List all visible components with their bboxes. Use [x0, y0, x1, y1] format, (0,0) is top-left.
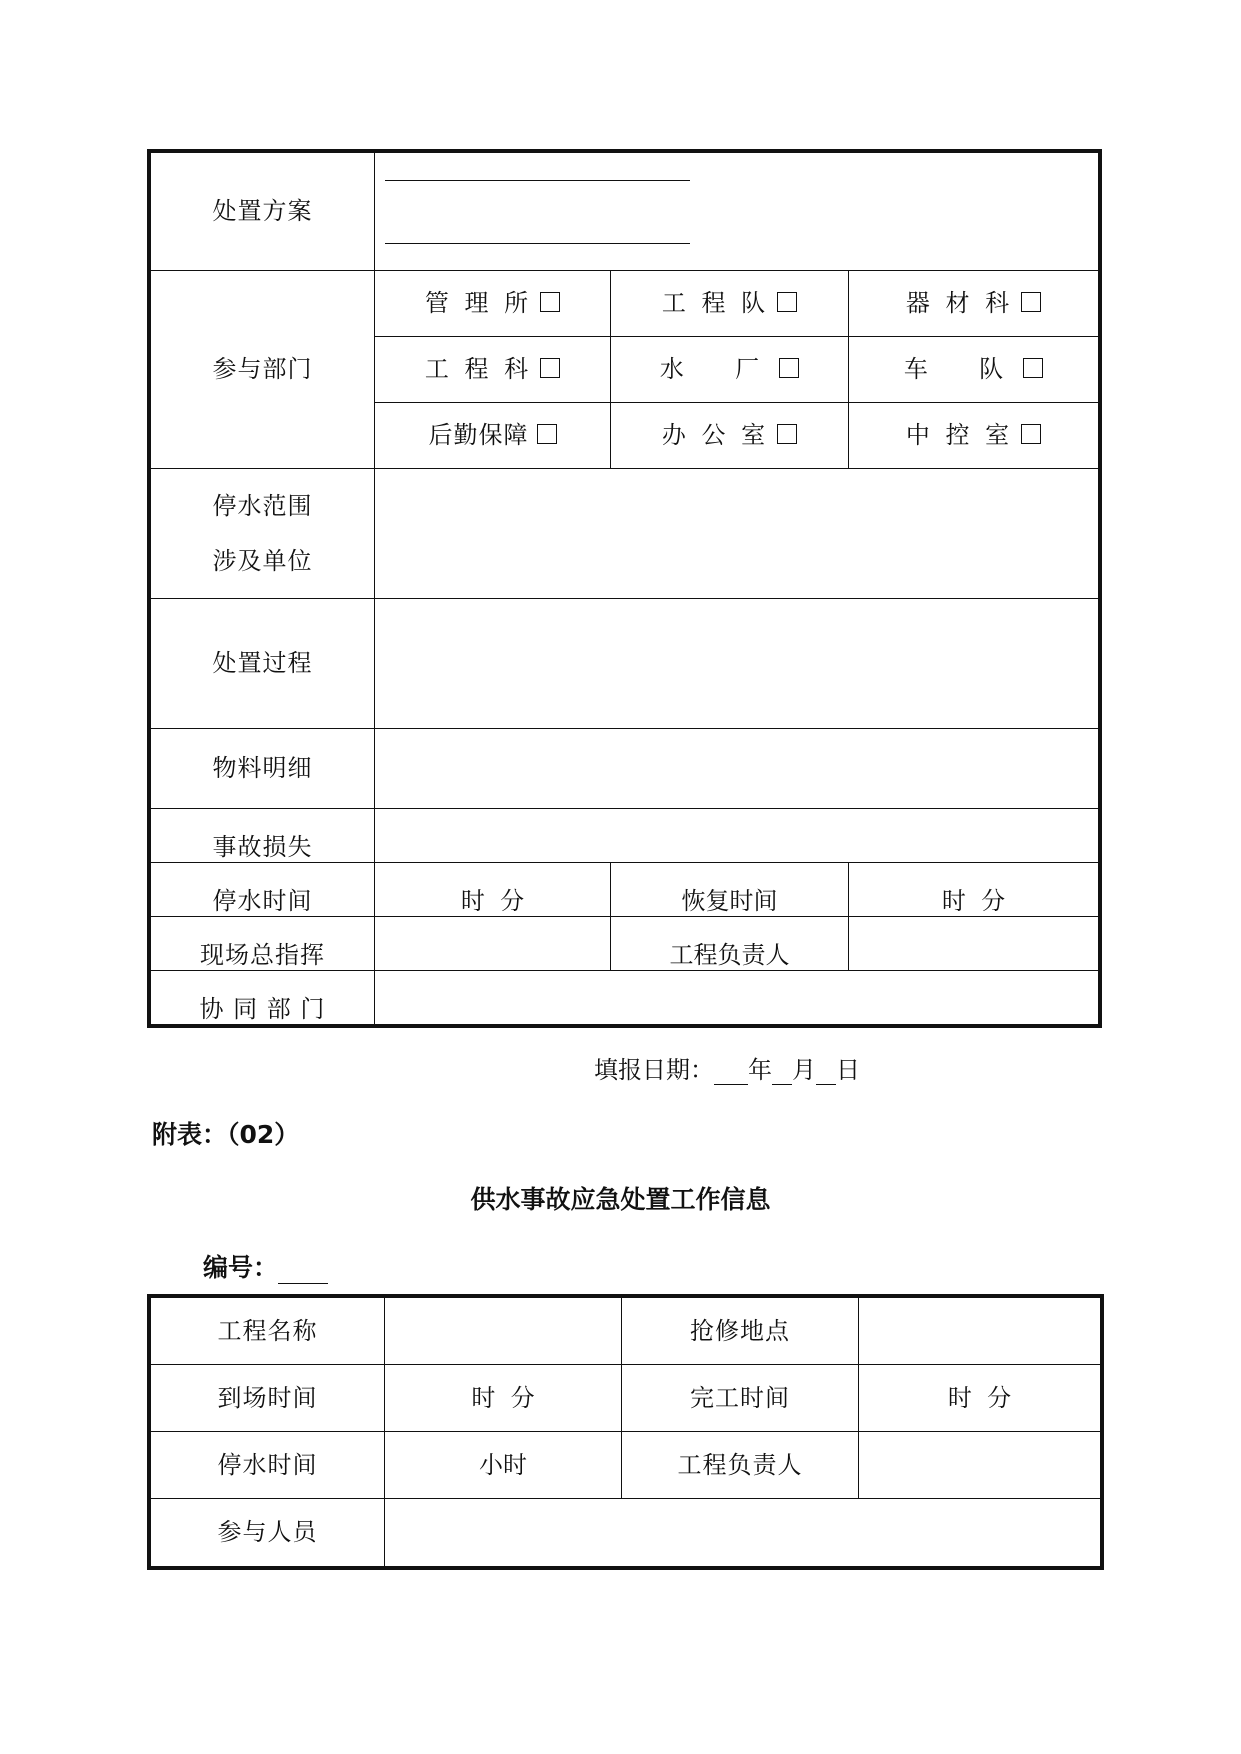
table-row: [151, 153, 1099, 271]
process-field[interactable]: [375, 599, 1099, 729]
year-blank[interactable]: [714, 1084, 748, 1085]
commander-field[interactable]: [375, 917, 611, 971]
day-blank[interactable]: [816, 1084, 836, 1085]
engineer-label-2: 工程负责人: [622, 1432, 859, 1499]
table-row: [151, 729, 1099, 809]
serial-label: 编号：: [203, 1253, 279, 1282]
loss-label: 事故损失: [151, 809, 375, 863]
outage-time-field[interactable]: 时 分: [375, 863, 611, 917]
participants-field[interactable]: [385, 1499, 1101, 1567]
table-row: [151, 469, 1099, 599]
dept-label: 车 队: [903, 355, 1016, 384]
month-blank[interactable]: [772, 1084, 792, 1085]
table-row: [151, 971, 1099, 1025]
repair-site-label: 抢修地点: [622, 1298, 859, 1365]
loss-field[interactable]: [375, 809, 1099, 863]
departments-label: 参与部门: [151, 271, 375, 469]
dept-cell[interactable]: [375, 271, 611, 337]
dept-label: 器 材 科: [905, 289, 1014, 318]
emergency-form-table-2: [150, 1297, 1101, 1567]
outage-time-label-2: 停水时间: [151, 1432, 385, 1499]
checkbox-icon[interactable]: [1021, 292, 1041, 312]
table-row: [151, 863, 1099, 917]
restore-time-label: 恢复时间: [611, 863, 849, 917]
plan-field[interactable]: [375, 153, 1099, 271]
project-name-field[interactable]: [385, 1298, 622, 1365]
dept-label: 管 理 所: [424, 289, 533, 318]
scope-label: [151, 469, 375, 599]
dept-label: 中 控 室: [905, 421, 1014, 450]
annex-label: 附表：（02）: [152, 1120, 300, 1149]
dept-cell[interactable]: [849, 271, 1099, 337]
checkbox-icon[interactable]: [540, 358, 560, 378]
scope-label-line-1: 停水范围: [212, 491, 313, 520]
table-row: [151, 271, 1099, 337]
dept-label: 后勤保障: [428, 421, 529, 450]
checkbox-icon[interactable]: [1023, 358, 1043, 378]
emergency-form-table-1: [150, 152, 1099, 1025]
checkbox-icon[interactable]: [537, 424, 557, 444]
table-row: [151, 1499, 1101, 1567]
table-row: [151, 1432, 1101, 1499]
form2-title: 供水事故应急处置工作信息: [470, 1185, 771, 1214]
process-label: 处置过程: [151, 599, 375, 729]
restore-time-field[interactable]: 时 分: [849, 863, 1099, 917]
day-label: 日: [836, 1056, 860, 1084]
scope-field[interactable]: [375, 469, 1099, 599]
engineer-field-2[interactable]: [859, 1432, 1101, 1499]
dept-cell[interactable]: [611, 271, 849, 337]
checkbox-icon[interactable]: [779, 358, 799, 378]
arrival-time-field[interactable]: 时 分: [385, 1365, 622, 1432]
dept-label: 工 程 科: [424, 355, 533, 384]
dept-cell[interactable]: [611, 337, 849, 403]
materials-field[interactable]: [375, 729, 1099, 809]
plan-label: 处置方案: [151, 153, 375, 271]
engineer-label: 工程负责人: [611, 917, 849, 971]
dept-cell[interactable]: [375, 337, 611, 403]
participants-label: 参与人员: [151, 1499, 385, 1567]
dept-label: 工 程 队: [661, 289, 770, 318]
table-row: [151, 1298, 1101, 1365]
scope-label-line-2: 涉及单位: [212, 546, 313, 575]
coop-label: 协 同 部 门: [151, 971, 375, 1025]
year-label: 年: [748, 1056, 772, 1084]
table-row: [151, 1365, 1101, 1432]
outage-time-label: 停水时间: [151, 863, 375, 917]
engineer-field[interactable]: [849, 917, 1099, 971]
coop-field[interactable]: [375, 971, 1099, 1025]
outage-hours-field[interactable]: 小时: [385, 1432, 622, 1499]
dept-cell[interactable]: [375, 403, 611, 469]
dept-cell[interactable]: [611, 403, 849, 469]
plan-underline-1: [385, 180, 690, 181]
project-name-label: 工程名称: [151, 1298, 385, 1365]
arrival-time-label: 到场时间: [151, 1365, 385, 1432]
checkbox-icon[interactable]: [777, 292, 797, 312]
fill-date-line: [594, 1050, 860, 1085]
fill-date-label: 填报日期：: [594, 1056, 714, 1084]
table-row: [151, 809, 1099, 863]
serial-line: [203, 1248, 328, 1284]
table-row: [151, 599, 1099, 729]
dept-label: 水 厂: [659, 355, 772, 384]
dept-label: 办 公 室: [661, 421, 770, 450]
plan-underline-2: [385, 243, 690, 244]
dept-cell[interactable]: [849, 403, 1099, 469]
materials-label: 物料明细: [151, 729, 375, 809]
checkbox-icon[interactable]: [540, 292, 560, 312]
completion-time-field[interactable]: 时 分: [859, 1365, 1101, 1432]
commander-label: 现场总指挥: [151, 917, 375, 971]
checkbox-icon[interactable]: [1021, 424, 1041, 444]
table-row: [151, 917, 1099, 971]
completion-time-label: 完工时间: [622, 1365, 859, 1432]
month-label: 月: [792, 1056, 816, 1084]
dept-cell[interactable]: [849, 337, 1099, 403]
serial-blank[interactable]: [278, 1283, 328, 1284]
checkbox-icon[interactable]: [777, 424, 797, 444]
repair-site-field[interactable]: [859, 1298, 1101, 1365]
